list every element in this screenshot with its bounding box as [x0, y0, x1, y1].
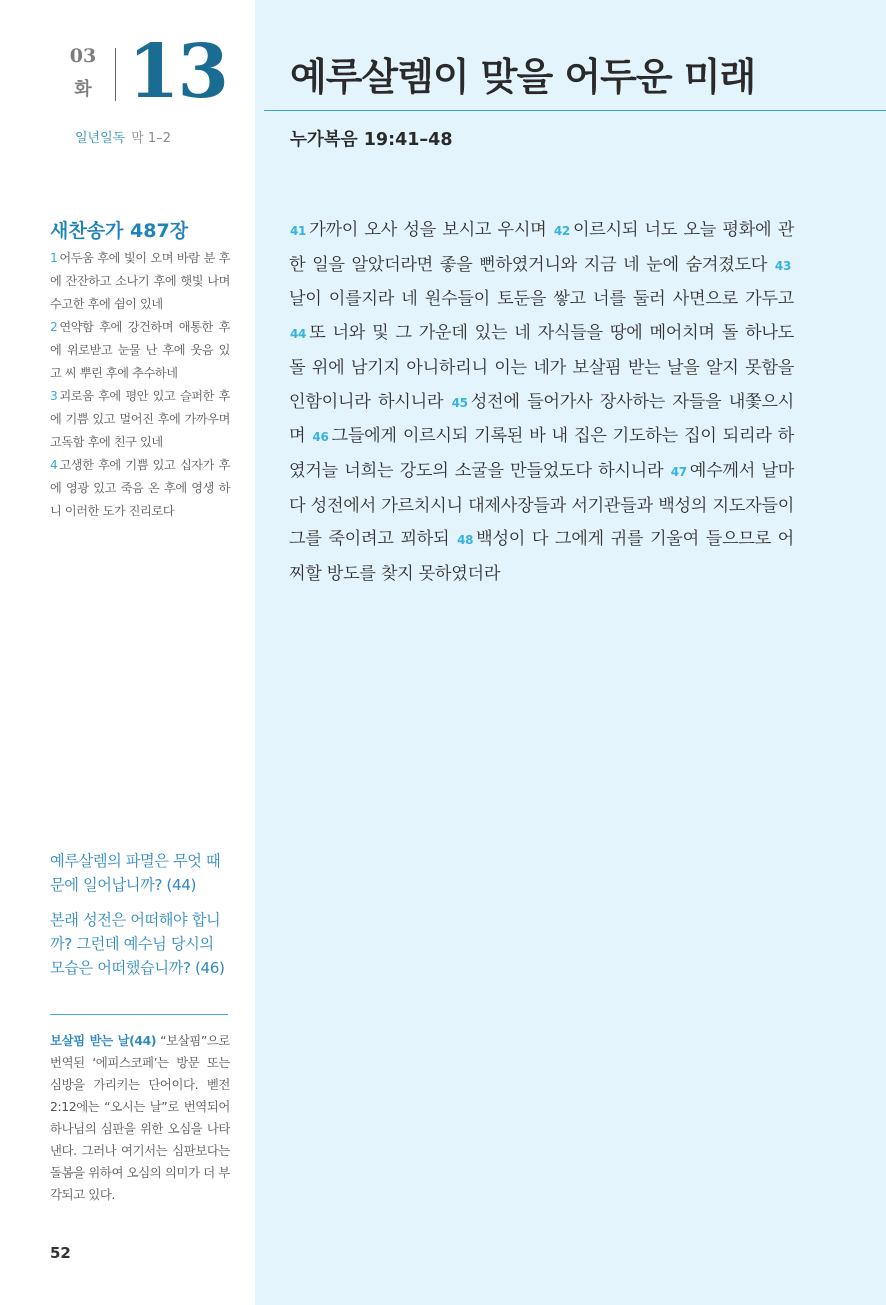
stanza-text: 고생한 후에 기쁨 있고 십자가 후에 영광 있고 죽음 온 후에 영생 하니 이러한 도가 진리로다: [50, 458, 230, 518]
note-text: “보살핌”으로 번역된 ‘에피스코페’는 방문 또는 심방을 가리키는 단어이다. 벧전 2:12에는 “오시는 날”로 번역되어 하나님의 심판을 위한 오심을 나타낸다. 그러나 여기서는 심판보다는 돌봄을 위하여 오심의 의미가 더 부각되고 있다.: [50, 1033, 230, 1202]
passage-reference: 누가복음 19:41–48: [290, 130, 453, 150]
question: 예루살렘의 파멸은 무엇 때문에 일어납니까? (44): [50, 852, 221, 894]
word-note: [50, 1030, 230, 1206]
stanza-number: 2: [50, 320, 58, 334]
questions-divider: [50, 1014, 228, 1015]
verse-text: 예수께서 날마다 성전에서 가르치시니 대제사장들과 서기관들과 백성의 지도자들이 그를 죽이려고 꾀하되: [289, 460, 795, 550]
verse-number: 44: [290, 327, 307, 342]
verse-text: 이르시되 너도 오늘 평화에 관한 일을 알았더라면 좋을 뻔하였거니와 지금 네 눈에 숨겨졌도다: [289, 220, 794, 275]
verse-text: 가까이 오사 성을 보시고 우시며: [309, 220, 553, 240]
verse-number: 41: [290, 224, 307, 238]
verse-text: 또 너와 및 그 가운데 있는 네 자식들을 땅에 메어치며 돌 하나도 돌 위에 남기지 아니하리니 이는 네가 보살핌 받는 날을 알지 못함을 인함이니라 하시니라: [289, 323, 794, 412]
verse-number: 43: [774, 258, 791, 273]
stanza-text: 연약함 후에 강건하며 애통한 후에 위로받고 눈물 난 후에 웃음 있고 씨 뿌린 후에 추수하네: [50, 320, 230, 380]
yearly-reading-ref: 막 1–2: [131, 131, 171, 146]
yearly-reading-label: 일년일독: [75, 131, 126, 146]
yearly-reading: [75, 130, 171, 148]
verse-text: 백성이 다 그에게 귀를 기울여 들으므로 어찌할 방도를 찾지 못하였더라: [289, 529, 794, 585]
verse: [289, 220, 553, 240]
note-term: 보살핌 받는 날(44): [50, 1033, 157, 1048]
page-number: 52: [50, 1244, 71, 1262]
verse-number: 46: [312, 430, 329, 445]
stanza-text: 괴로움 후에 평안 있고 슬퍼한 후에 기쁨 있고 멀어진 후에 가까우며 고독함 후에 친구 있네: [50, 389, 230, 449]
scripture-text: [289, 214, 794, 592]
verse-number: 48: [457, 533, 474, 548]
title-divider: [264, 110, 886, 111]
stanza-number: 1: [50, 251, 58, 265]
stanza-number: 4: [50, 458, 58, 472]
verse-number: 45: [451, 395, 468, 410]
month-unit: 화: [74, 79, 92, 100]
page-title: 예루살렘이 맞을 어두운 미래: [290, 54, 756, 99]
verse-text: 성전에 들어가사 장사하는 자들을 내쫓으시며: [289, 391, 794, 447]
hymn-lyrics: [50, 247, 230, 523]
stanza-number: 3: [50, 389, 58, 403]
question: 본래 성전은 어떠해야 합니까? 그런데 예수님 당시의 모습은 어떠했습니까? (46): [50, 911, 225, 977]
verse-text: 그들에게 이르시되 기록된 바 내 집은 기도하는 집이 되리라 하였거늘 너희는 강도의 소굴을 만들었도다 하시니라: [289, 426, 794, 481]
verse-text: 날이 이를지라 네 원수들이 토둔을 쌓고 너를 둘러 사면으로 가두고: [289, 289, 794, 310]
date-divider: [115, 48, 116, 101]
verse-number: 47: [670, 464, 687, 479]
month-label: [62, 44, 104, 102]
reflection-questions: [50, 849, 230, 991]
scripture-panel-background: [255, 0, 886, 1305]
month-number: 03: [69, 45, 97, 67]
stanza-text: 어두움 후에 빛이 오며 바람 분 후에 잔잔하고 소나기 후에 햇빛 나며 수고한 후에 쉼이 있네: [50, 251, 230, 311]
hymn-title: 새찬송가 487장: [50, 220, 189, 242]
day-number: 13: [128, 29, 227, 115]
verse-number: 42: [553, 224, 570, 238]
